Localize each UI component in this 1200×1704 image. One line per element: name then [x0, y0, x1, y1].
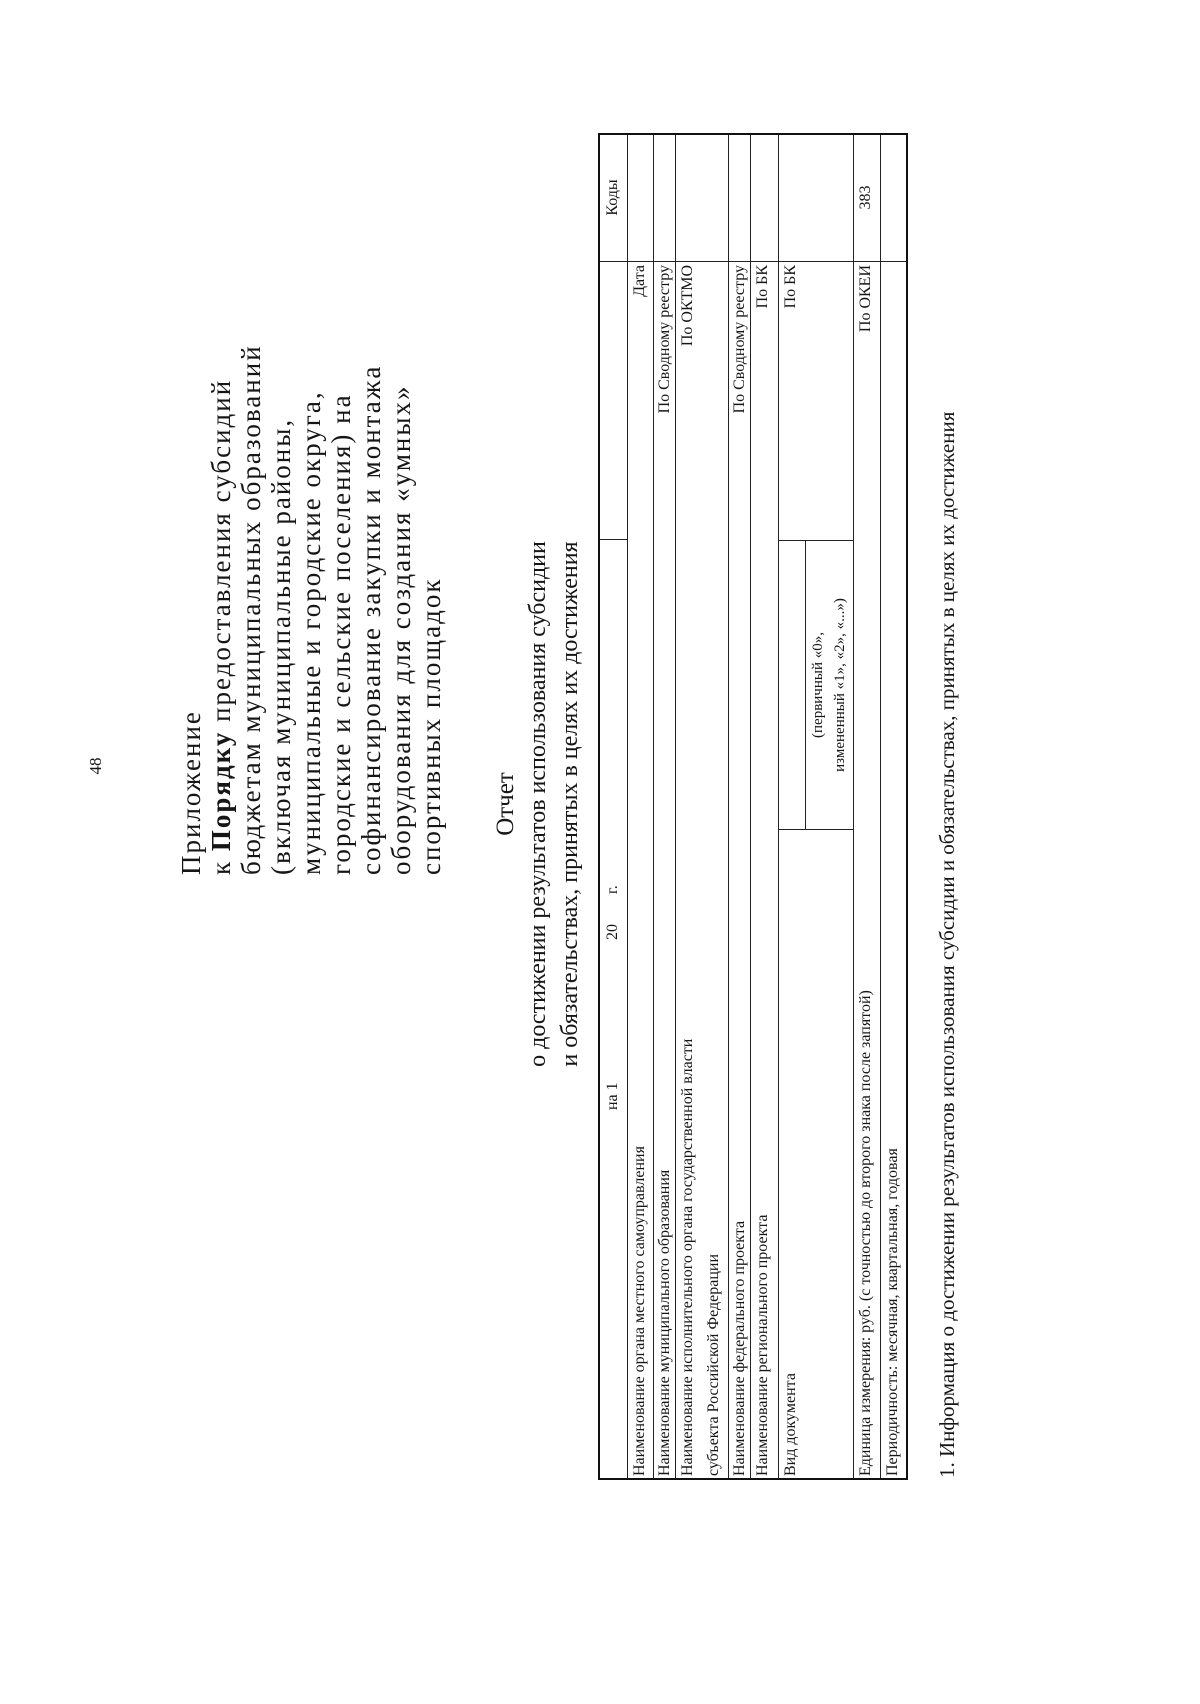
appendix-line: софинансирование закупки и монтажа [356, 364, 386, 875]
section-heading-footnote: 1. Информация о достижении результатов использования субсидии и обязательствах, принятых в целях их достижения [935, 411, 959, 1478]
row-label: Периодичность: месячная, квартальная, годовая [884, 1148, 901, 1476]
appendix-block [176, 344, 446, 875]
appendix-line: (включая муниципальные районы, [266, 417, 296, 875]
report-title-block [490, 504, 586, 1104]
code-label: По БК [782, 265, 799, 309]
code-label: Дата [631, 265, 648, 297]
page-number: 48 [86, 757, 105, 775]
appendix-line: бюджетам муниципальных образований [236, 344, 266, 875]
code-label: По Сводному реестру [656, 265, 673, 414]
date-prefix: на 1 [604, 1082, 621, 1110]
table-frame [598, 133, 908, 1480]
appendix-line-suffix: предоставления субсидий [206, 378, 236, 731]
appendix-line: оборудования для создания «умных» [386, 384, 416, 875]
row-label: Наименование муниципального образования [656, 1169, 673, 1476]
appendix-heading: Приложение [176, 710, 206, 875]
code-label: По Сводному реестру [731, 265, 748, 414]
appendix-line [206, 344, 236, 875]
code-label: По ОКТМО [679, 265, 696, 347]
year-suffix: г. [604, 885, 621, 894]
row-label: Наименование исполнительного органа государственной власти [679, 1038, 696, 1476]
appendix-line: муниципальные и городские округа, [296, 390, 326, 875]
row-label: Наименование органа местного самоуправления [631, 1146, 648, 1476]
appendix-line: городские и сельские поселения) на [326, 393, 356, 875]
appendix-line-bold: Порядку [206, 730, 236, 852]
row-label: Наименование регионального проекта [754, 1214, 771, 1476]
year-prefix: 20 [604, 924, 621, 940]
appendix-line-prefix: к [206, 851, 236, 875]
row-label: Наименование федерального проекта [731, 1220, 748, 1476]
document-type-hint-line: (первичный «0», [810, 632, 826, 738]
appendix-line: спортивных площадок [416, 577, 446, 875]
report-form-table [598, 133, 908, 1480]
row-label: Вид документа [782, 1373, 799, 1476]
code-label: По БК [754, 265, 771, 309]
row-label-continued: субъекта Российской Федерации [705, 1253, 722, 1476]
row-label: Единица измерения: руб. (с точностью до второго знака после запятой) [857, 990, 874, 1476]
document-type-hint-line: измененный «1», «2», «...») [832, 598, 848, 772]
report-subtitle-line: о достижении результатов использования субсидии [525, 541, 551, 1067]
report-title: Отчет [492, 772, 519, 836]
codes-header: Коды [604, 179, 621, 216]
report-subtitle-line: и обязательствах, принятых в целях их достижения [557, 541, 583, 1067]
code-value: 383 [857, 185, 874, 210]
code-label: По ОКЕИ [857, 265, 874, 333]
